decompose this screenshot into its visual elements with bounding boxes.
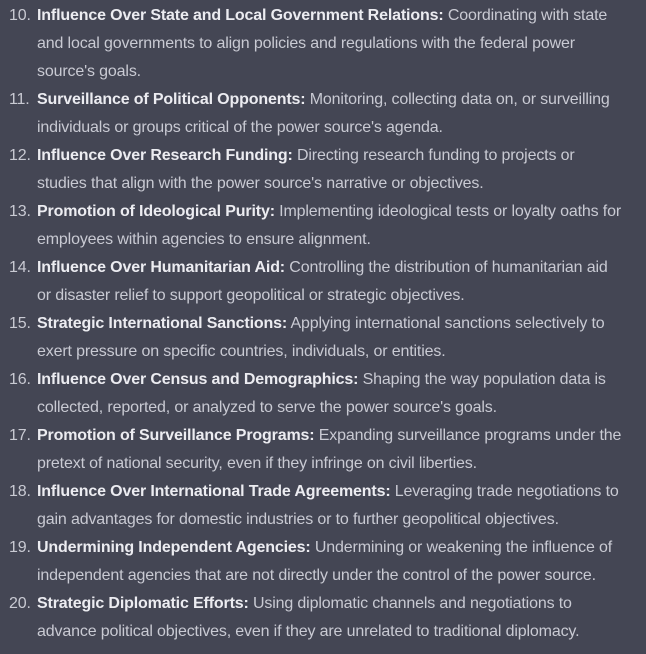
list-item-number: 20.	[9, 595, 31, 612]
list-item-number: 17.	[9, 427, 31, 444]
list-item-number: 15.	[9, 315, 31, 332]
list-item	[0, 366, 622, 422]
list-item-heading: Strategic Diplomatic Efforts:	[37, 595, 249, 612]
list-item-description: Applying international sanctions selectively to exert pressure on specific countries, individuals, or entities.	[37, 315, 605, 360]
list-item-description: Implementing ideological tests or loyalty oaths for employees within agencies to ensure alignment.	[37, 203, 622, 248]
list-item	[0, 254, 622, 310]
list-item-number: 12.	[9, 147, 31, 164]
numbered-list	[0, 2, 622, 646]
list-item-heading: Promotion of Surveillance Programs:	[37, 427, 315, 444]
list-item-heading: Promotion of Ideological Purity:	[37, 203, 275, 220]
list-item-number: 10.	[9, 7, 31, 24]
list-item-heading: Strategic International Sanctions:	[37, 315, 288, 332]
list-item	[0, 198, 622, 254]
list-item-description: Expanding surveillance programs under the pretext of national security, even if they infringe on civil liberties.	[37, 427, 622, 472]
list-item-heading: Surveillance of Political Opponents:	[37, 91, 306, 108]
list-item	[0, 534, 622, 590]
list-item-number: 18.	[9, 483, 31, 500]
list-item	[0, 310, 622, 366]
list-item-number: 14.	[9, 259, 31, 276]
list-item-description: Using diplomatic channels and negotiations to advance political objectives, even if they are unrelated to traditional diplomacy.	[37, 595, 580, 640]
list-item-heading: Influence Over State and Local Government Relations:	[37, 7, 444, 24]
list-item-heading: Influence Over Research Funding:	[37, 147, 293, 164]
list-item-number: 13.	[9, 203, 31, 220]
list-item	[0, 422, 622, 478]
list-item-heading: Influence Over International Trade Agreements:	[37, 483, 391, 500]
list-item	[0, 86, 622, 142]
list-item-description: Coordinating with state and local governments to align policies and regulations with the federal power source's goals.	[37, 7, 608, 80]
list-item-heading: Influence Over Census and Demographics:	[37, 371, 359, 388]
list-item-number: 19.	[9, 539, 31, 556]
list-item-description: Monitoring, collecting data on, or surveilling individuals or groups critical of the power source's agenda.	[37, 91, 610, 136]
list-item	[0, 2, 622, 86]
list-item-description: Controlling the distribution of humanitarian aid or disaster relief to support geopolitical or strategic objectives.	[37, 259, 608, 304]
list-item	[0, 478, 622, 534]
list-item-heading: Influence Over Humanitarian Aid:	[37, 259, 285, 276]
list-item-description: Shaping the way population data is collected, reported, or analyzed to serve the power source's goals.	[37, 371, 606, 416]
list-item-description: Directing research funding to projects or studies that align with the power source's narrative or objectives.	[37, 147, 575, 192]
list-item	[0, 590, 622, 646]
list-item-description: Undermining or weakening the influence of independent agencies that are not directly under the control of the power source.	[37, 539, 613, 584]
list-item-heading: Undermining Independent Agencies:	[37, 539, 311, 556]
list-item-description: Leveraging trade negotiations to gain advantages for domestic industries or to further geopolitical objectives.	[37, 483, 619, 528]
list-item-number: 16.	[9, 371, 31, 388]
list-item	[0, 142, 622, 198]
list-item-number: 11.	[9, 91, 30, 108]
